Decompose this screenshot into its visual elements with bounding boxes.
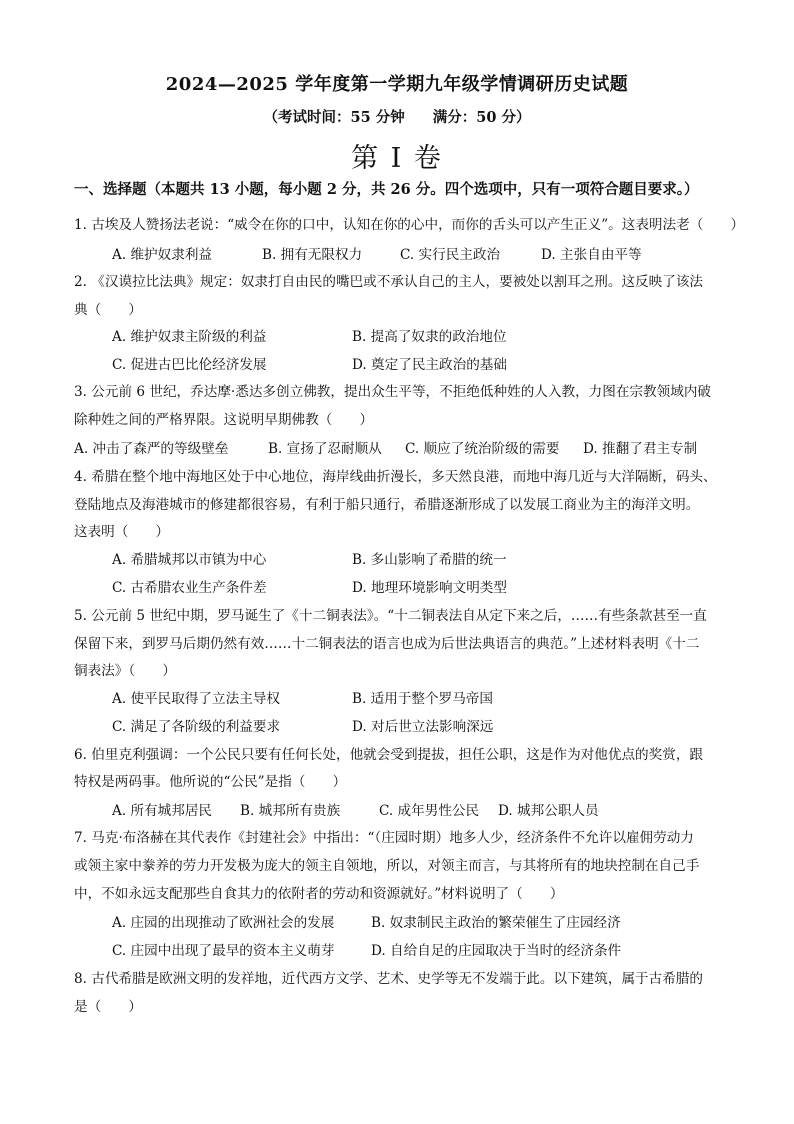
question-2-line-1: 2. 《汉谟拉比法典》规定：奴隶打自由民的嘴巴或不承认自己的主人，要被处以割耳之刑。这反映了该法 (74, 274, 704, 290)
q6-option-c: C. 成年男性公民 (379, 803, 480, 819)
question-6-line-1: 6. 伯里克利强调：一个公民只要有任何长处，他就会受到提拔，担任公职，这是作为对他优点的奖赏，跟 (74, 747, 704, 763)
question-3-line-2: 除种姓之间的严格界限。这说明早期佛教（ ） (74, 412, 374, 428)
q1-option-d: D. 主张自由平等 (541, 247, 642, 263)
exam-score: 满分：50 分） (432, 109, 531, 126)
q2-option-a: A. 维护奴隶主阶级的利益 (112, 329, 267, 345)
question-4-line-3: 这表明（ ） (74, 524, 170, 540)
q3-option-c: C. 顺应了统治阶级的需要 (405, 441, 560, 457)
q5-option-d: D. 对后世立法影响深远 (352, 719, 494, 735)
question-7-line-2: 或领主家中豢养的劳力开发极为庞大的领主自领地，所以，对领主而言，与其将所有的地块控制在自己手 (74, 858, 700, 874)
question-8-line-2: 是（ ） (74, 999, 142, 1015)
q6-option-a: A. 所有城邦居民 (112, 803, 213, 819)
q7-option-b: B. 奴隶制民主政治的繁荣催生了庄园经济 (371, 915, 621, 931)
question-5-line-2: 保留下来，到罗马后期仍然有效……十二铜表法的语言也成为后世法典语言的典范。”上述材料表明《十二 (74, 636, 700, 652)
q2-option-b: B. 提高了奴隶的政治地位 (352, 329, 507, 345)
q6-option-b: B. 城邦所有贵族 (240, 803, 341, 819)
q4-option-d: D. 地理环境影响文明类型 (352, 580, 507, 596)
q7-option-a: A. 庄园的出现推动了欧洲社会的发展 (112, 915, 335, 931)
q3-option-a: A. 冲击了森严的等级壁垒 (74, 441, 229, 457)
q5-option-a: A. 使平民取得了立法主导权 (112, 691, 280, 707)
question-7-line-3: 中，不如永远支配那些自食其力的依附者的劳动和资源就好。”材料说明了（ ） (74, 886, 564, 902)
q5-option-c: C. 满足了各阶级的利益要求 (112, 719, 281, 735)
question-3-line-1: 3. 公元前 6 世纪，乔达摩·悉达多创立佛教，提出众生平等，不拒绝低种姓的人入教，力图在宗教领域内破 (74, 384, 712, 400)
q4-option-a: A. 希腊城邦以市镇为中心 (112, 552, 267, 568)
question-7-line-1: 7. 马克·布洛赫在其代表作《封建社会》中指出：“（庄园时期）地多人少，经济条件不允许以雇佣劳动力 (74, 830, 694, 846)
q4-option-b: B. 多山影响了希腊的统一 (352, 552, 507, 568)
q7-option-c: C. 庄园中出现了最早的资本主义萌芽 (112, 943, 335, 959)
question-1-line-1: 1. 古埃及人赞扬法老说：“威令在你的口中，认知在你的心中，而你的舌头可以产生正义”。这表明法老（ ） (74, 217, 745, 233)
q4-option-c: C. 古希腊农业生产条件差 (112, 580, 267, 596)
question-4-line-2: 登陆地点及海港城市的修建都很容易，有利于船只通行，希腊逐渐形成了以发展工商业为主的海洋文明。 (74, 497, 700, 513)
q1-option-a: A. 维护奴隶利益 (112, 247, 213, 263)
volume-heading: 第 I 卷 (351, 143, 443, 174)
question-5-line-3: 铜表法》（ ） (74, 663, 176, 679)
q2-option-d: D. 奠定了民主政治的基础 (352, 357, 507, 373)
question-8-line-1: 8. 古代希腊是欧洲文明的发祥地，近代西方文学、艺术、史学等无不发端于此。以下建筑，属于古希腊的 (74, 971, 704, 987)
question-6-line-2: 特权是两码事。他所说的“公民”是指（ ） (74, 774, 347, 790)
q3-option-b: B. 宣扬了忍耐顺从 (268, 441, 382, 457)
exam-title: 2024—2025 学年度第一学期九年级学情调研历史试题 (165, 74, 629, 95)
q5-option-b: B. 适用于整个罗马帝国 (352, 691, 493, 707)
q6-option-d: D. 城邦公职人员 (498, 803, 599, 819)
q1-option-b: B. 拥有无限权力 (262, 247, 363, 263)
question-5-line-1: 5. 公元前 5 世纪中期，罗马诞生了《十二铜表法》。“十二铜表法自从定下来之后，……有些条款甚至一直 (74, 608, 707, 624)
q7-option-d: D. 自给自足的庄园取决于当时的经济条件 (371, 943, 622, 959)
exam-info (0, 106, 794, 127)
q3-option-d: D. 推翻了君主专制 (583, 441, 698, 457)
question-4-line-1: 4. 希腊在整个地中海地区处于中心地位，海岸线曲折漫长，多天然良港，而地中海几近与大洋隔断，码头、 (74, 469, 717, 485)
q2-option-c: C. 促进古巴比伦经济发展 (112, 357, 267, 373)
q1-option-c: C. 实行民主政治 (400, 247, 501, 263)
question-2-line-2: 典（ ） (74, 302, 142, 318)
exam-time: （考试时间：55 分钟 (263, 109, 405, 126)
section-heading: 一、选择题（本题共 13 小题，每小题 2 分，共 26 分。四个选项中，只有一项符合题目要求。） (74, 181, 699, 198)
